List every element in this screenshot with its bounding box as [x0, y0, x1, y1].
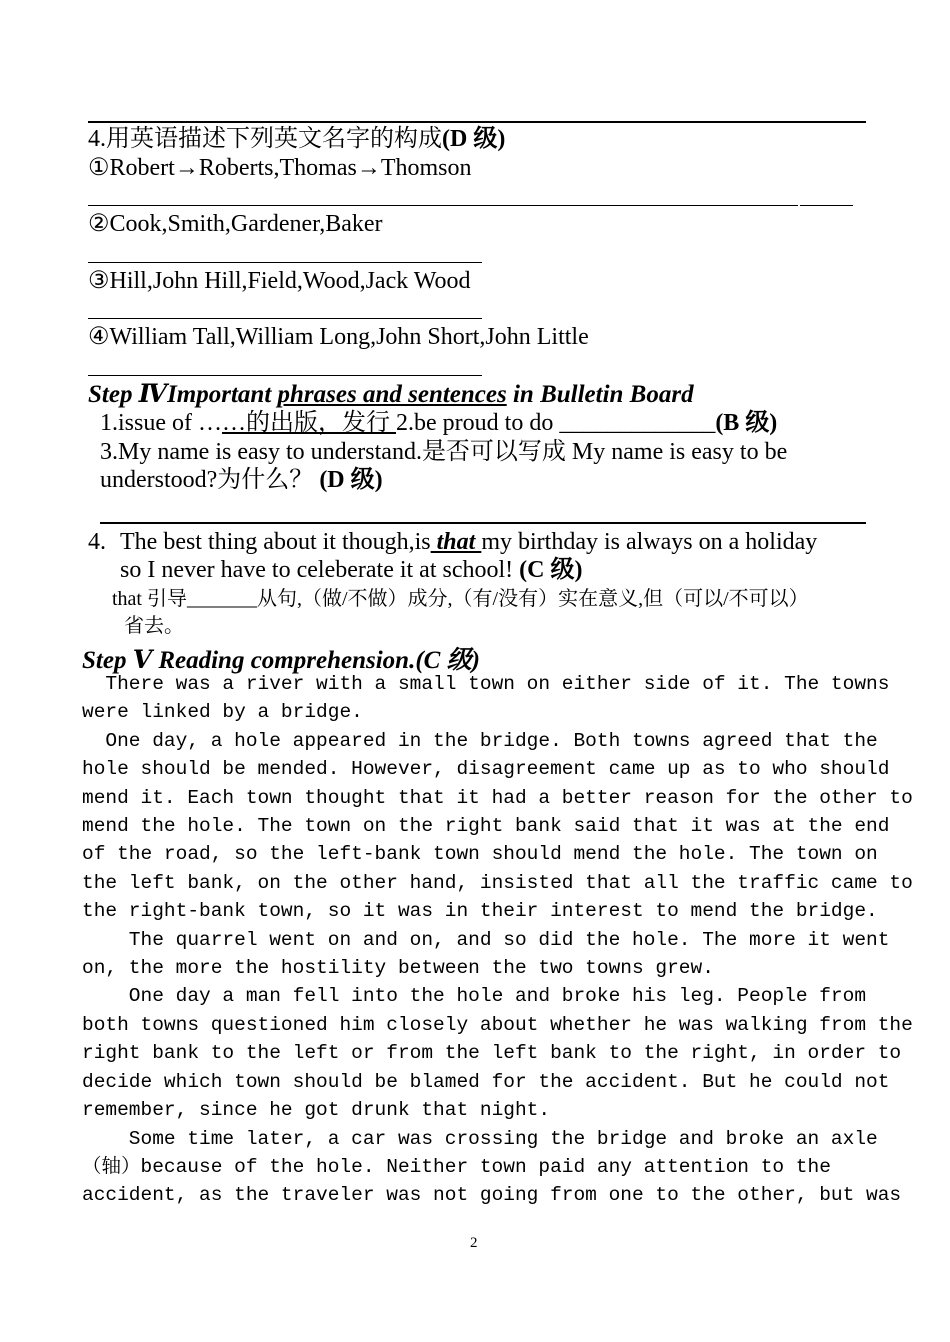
- passage-line: Some time later, a car was crossing the bridge and broke an axle: [82, 1127, 878, 1150]
- step4-heading: Step ⅣImportant phrases and sentences in Bulletin Board: [88, 381, 694, 408]
- passage-line: decide which town should be blamed for the accident. But he could not: [82, 1070, 890, 1093]
- step5-heading: Step Ⅴ Reading comprehension.(C 级): [82, 647, 480, 674]
- passage-line: were linked by a bridge.: [82, 701, 363, 724]
- passage-line: the left bank, on the other hand, insisted that all the traffic came to: [82, 871, 913, 894]
- passage-line: There was a river with a small town on either side of it. The towns: [82, 673, 890, 695]
- q4-title: 4.用英语描述下列英文名字的构成(D 级): [88, 126, 506, 152]
- step4-item-4-line-2: so I never have to celeberate it at school! (C 级): [120, 557, 583, 583]
- that-clause-line-2: 省去。: [124, 615, 184, 637]
- q4-item-1: ①Robert→Roberts,Thomas→Thomson: [88, 155, 472, 181]
- answer-line-1b: [800, 205, 853, 206]
- passage-line: accident, as the traveler was not going from one to the other, but was: [82, 1184, 902, 1207]
- step4-item-4-line-1: The best thing about it though,is that my birthday is always on a holiday: [120, 529, 818, 555]
- reading-passage: [82, 670, 913, 1210]
- passage-line: The quarrel went on and on, and so did the hole. The more it went: [82, 928, 890, 951]
- passage-line: the right-bank town, so it was in their interest to mend the bridge.: [82, 900, 878, 923]
- page-number: 2: [470, 1235, 478, 1251]
- answer-line-2: [88, 262, 482, 263]
- passage-line: hole should be mended. However, disagreement came up as to who should: [82, 758, 890, 781]
- passage-line: mend the hole. The town on the right bank said that it was at the end: [82, 815, 890, 838]
- q4-item-4: ④William Tall,William Long,John Short,John Little: [88, 324, 589, 350]
- answer-line-4: [88, 375, 482, 376]
- passage-line: （轴）because of the hole. Neither town paid any attention to the: [82, 1155, 831, 1178]
- q4-item-2: ②Cook,Smith,Gardener,Baker: [88, 211, 383, 237]
- step4-item-4-num: 4.: [88, 529, 106, 555]
- passage-line: both towns questioned him closely about whether he was walking from the: [82, 1013, 913, 1036]
- step4-line-3: understood?为什么？ (D 级): [100, 467, 383, 493]
- that-clause-line: that 引导_______从句,（做/不做）成分,（有/没有）实在意义,但（可以/不可以）: [112, 588, 809, 610]
- step4-rule: [100, 522, 866, 524]
- q4-item-3: ③Hill,John Hill,Field,Wood,Jack Wood: [88, 268, 471, 294]
- passage-line: remember, since he got drunk that night.: [82, 1099, 551, 1122]
- answer-line-3: [88, 318, 482, 319]
- step4-line-2: 3.My name is easy to understand.是否可以写成 My name is easy to be: [100, 439, 788, 465]
- answer-line-1: [88, 205, 798, 206]
- step4-line-1: 1.issue of ……的出版，发行 2.be proud to do _____________(B 级): [100, 410, 778, 436]
- passage-line: One day, a hole appeared in the bridge. Both towns agreed that the: [82, 729, 878, 752]
- passage-line: on, the more the hostility between the two towns grew.: [82, 957, 714, 980]
- passage-line: mend it. Each town thought that it had a better reason for the other to: [82, 786, 913, 809]
- top-rule: [88, 121, 866, 123]
- passage-line: of the road, so the left-bank town should mend the hole. The town on: [82, 843, 878, 866]
- passage-line: right bank to the left or from the left bank to the right, in order to: [82, 1042, 902, 1065]
- passage-line: One day a man fell into the hole and broke his leg. People from: [82, 985, 867, 1008]
